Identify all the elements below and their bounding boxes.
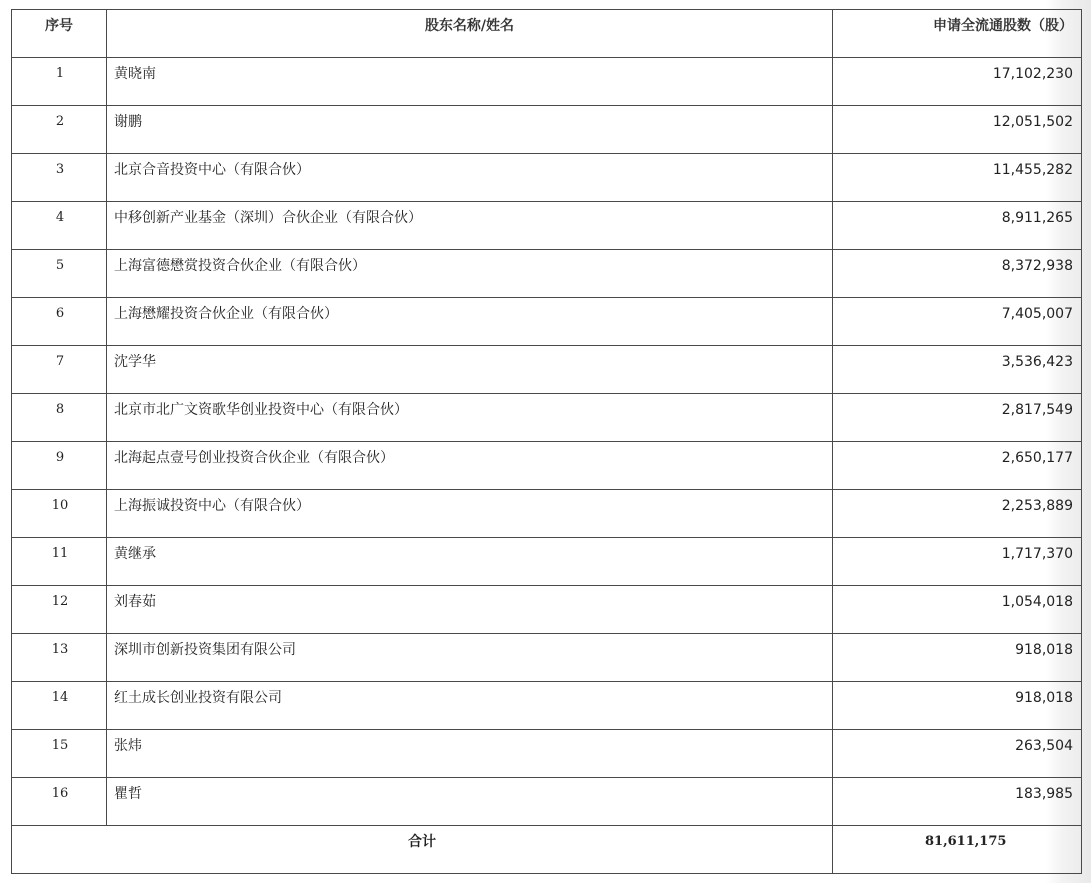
row-name: 刘春茹: [107, 586, 833, 634]
row-shares: 12,051,502: [833, 106, 1082, 154]
row-index: 14: [12, 682, 107, 730]
table-row: [12, 778, 1082, 826]
row-shares: 918,018: [833, 634, 1082, 682]
row-index: 13: [12, 634, 107, 682]
row-shares: 2,817,549: [833, 394, 1082, 442]
row-name: 红土成长创业投资有限公司: [107, 682, 833, 730]
row-shares: 8,911,265: [833, 202, 1082, 250]
row-shares: 11,455,282: [833, 154, 1082, 202]
row-index: 8: [12, 394, 107, 442]
row-index: 1: [12, 58, 107, 106]
row-index: 4: [12, 202, 107, 250]
header-name: 股东名称/姓名: [107, 10, 833, 58]
header-index: 序号: [12, 10, 107, 58]
total-row: [12, 826, 1082, 874]
row-shares: 263,504: [833, 730, 1082, 778]
row-shares: 1,717,370: [833, 538, 1082, 586]
row-index: 12: [12, 586, 107, 634]
table-row: [12, 682, 1082, 730]
header-shares: 申请全流通股数（股）: [833, 10, 1082, 58]
table-row: [12, 586, 1082, 634]
row-name: 北京市北广文资歌华创业投资中心（有限合伙）: [107, 394, 833, 442]
row-shares: 183,985: [833, 778, 1082, 826]
row-shares: 7,405,007: [833, 298, 1082, 346]
row-name: 瞿哲: [107, 778, 833, 826]
row-name: 上海富德懋赏投资合伙企业（有限合伙）: [107, 250, 833, 298]
row-shares: 918,018: [833, 682, 1082, 730]
total-shares: 81,611,175: [833, 826, 1082, 874]
table-row: [12, 634, 1082, 682]
table-row: [12, 298, 1082, 346]
table-row: [12, 154, 1082, 202]
table-row: [12, 202, 1082, 250]
table-row: [12, 538, 1082, 586]
row-name: 黄继承: [107, 538, 833, 586]
row-name: 中移创新产业基金（深圳）合伙企业（有限合伙）: [107, 202, 833, 250]
row-index: 5: [12, 250, 107, 298]
table-row: [12, 394, 1082, 442]
table-row: [12, 730, 1082, 778]
shareholder-table: [11, 9, 1082, 874]
table-body: [12, 58, 1082, 826]
row-name: 深圳市创新投资集团有限公司: [107, 634, 833, 682]
row-index: 3: [12, 154, 107, 202]
row-shares: 17,102,230: [833, 58, 1082, 106]
row-index: 10: [12, 490, 107, 538]
row-index: 15: [12, 730, 107, 778]
table-header-row: [12, 10, 1082, 58]
row-shares: 8,372,938: [833, 250, 1082, 298]
row-index: 11: [12, 538, 107, 586]
row-index: 16: [12, 778, 107, 826]
total-label: 合计: [12, 826, 833, 874]
row-shares: 2,253,889: [833, 490, 1082, 538]
table-row: [12, 250, 1082, 298]
table-row: [12, 442, 1082, 490]
row-index: 9: [12, 442, 107, 490]
table-row: [12, 58, 1082, 106]
table-row: [12, 346, 1082, 394]
row-name: 张炜: [107, 730, 833, 778]
row-shares: 2,650,177: [833, 442, 1082, 490]
row-shares: 1,054,018: [833, 586, 1082, 634]
row-index: 2: [12, 106, 107, 154]
row-shares: 3,536,423: [833, 346, 1082, 394]
row-name: 谢鹏: [107, 106, 833, 154]
row-name: 黄晓南: [107, 58, 833, 106]
row-name: 北海起点壹号创业投资合伙企业（有限合伙）: [107, 442, 833, 490]
table-row: [12, 106, 1082, 154]
row-name: 上海懋耀投资合伙企业（有限合伙）: [107, 298, 833, 346]
row-name: 北京合音投资中心（有限合伙）: [107, 154, 833, 202]
row-name: 沈学华: [107, 346, 833, 394]
table-row: [12, 490, 1082, 538]
row-name: 上海振诚投资中心（有限合伙）: [107, 490, 833, 538]
row-index: 7: [12, 346, 107, 394]
row-index: 6: [12, 298, 107, 346]
